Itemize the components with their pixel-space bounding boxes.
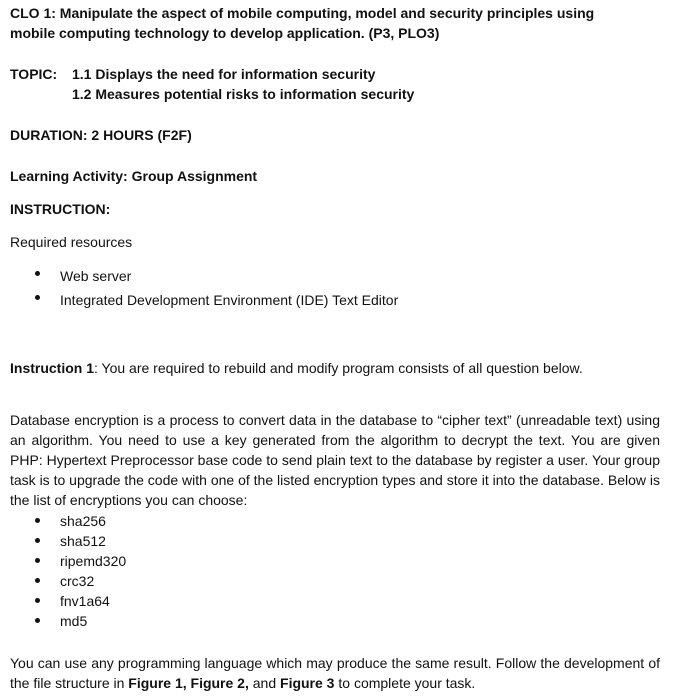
clo-statement xyxy=(10,3,660,43)
closing-text: You can use any programming language which may produce the same result. Follow the development of the file structure in xyxy=(10,655,660,691)
closing-paragraph xyxy=(10,653,660,693)
topic-item-2: 1.2 Measures potential risks to information security xyxy=(72,86,415,102)
figure-refs: Figure 1, Figure 2, xyxy=(128,675,249,691)
topic-item-1: 1.1 Displays the need for information security xyxy=(72,66,376,82)
list-item: Integrated Development Environment (IDE) Text Editor xyxy=(10,288,660,312)
list-item: crc32 xyxy=(10,571,660,591)
list-item: fnv1a64 xyxy=(10,591,660,611)
encryption-list xyxy=(10,511,660,631)
list-item: sha256 xyxy=(10,511,660,531)
figure-3-ref: Figure 3 xyxy=(280,675,335,691)
list-item: md5 xyxy=(10,611,660,631)
learning-activity: Learning Activity: Group Assignment xyxy=(10,168,258,184)
resources-list xyxy=(10,264,660,312)
encryption-paragraph: Database encryption is a process to convert data in the database to “cipher text” (unreadable text) using an algorithm. You need to use a key generated from the algorithm to decrypt the text. You are given PHP: Hypertext Preprocessor base code to send plain text to the database by register a user. Your group task is to upgrade the code with one of the listed encryption types and store it into the database. Below is the list of encryptions you can choose: xyxy=(10,412,660,508)
instruction-1-text: : You are required to rebuild and modify program consists of all question below. xyxy=(94,360,583,376)
instruction-1-label: Instruction 1 xyxy=(10,360,95,376)
clo-line-2: mobile computing technology to develop application. (P3, PLO3) xyxy=(10,25,440,41)
required-resources-label: Required resources xyxy=(10,234,133,250)
duration: DURATION: 2 HOURS (F2F) xyxy=(10,127,192,143)
closing-tail: to complete your task. xyxy=(334,675,476,691)
clo-line-1: CLO 1: Manipulate the aspect of mobile computing, model and security principles using xyxy=(10,5,595,21)
topic-section xyxy=(10,64,660,104)
topic-label: TOPIC: xyxy=(10,66,58,82)
list-item: sha512 xyxy=(10,531,660,551)
list-item: ripemd320 xyxy=(10,551,660,571)
list-item: Web server xyxy=(10,264,660,288)
instruction-heading: INSTRUCTION: xyxy=(10,201,111,217)
instruction-1 xyxy=(10,358,660,378)
closing-and: and xyxy=(248,675,281,691)
